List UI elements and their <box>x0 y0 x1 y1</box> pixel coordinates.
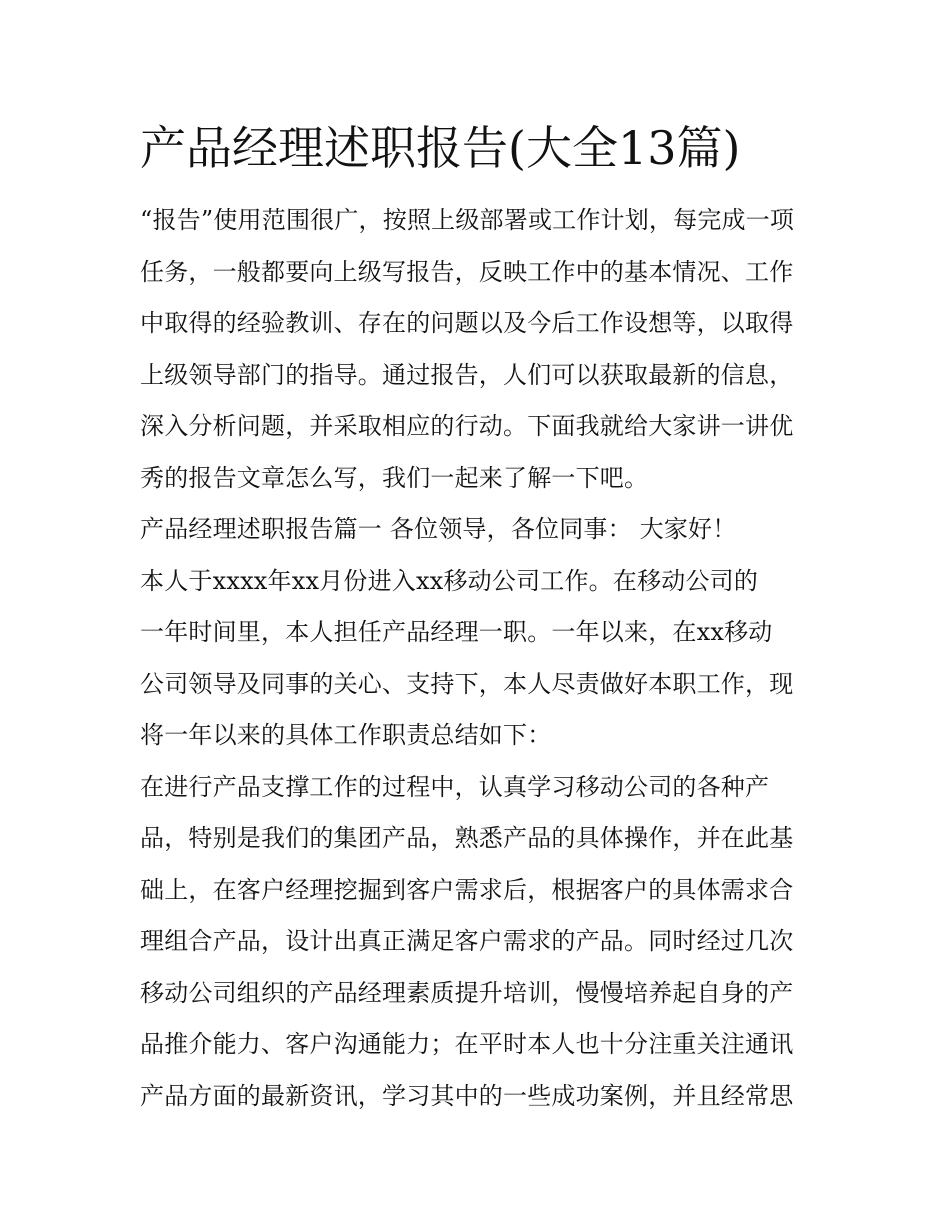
document-title: 产品经理述职报告(大全13篇) <box>140 121 741 175</box>
text-line: 品，特别是我们的集团产品，熟悉产品的具体操作，并在此基 <box>140 824 794 852</box>
text-line: 任务，一般都要向上级写报告，反映工作中的基本情况、工作 <box>140 257 794 286</box>
text-line: 上级领导部门的指导。通过报告，人们可以获取最新的信息， <box>140 360 794 389</box>
text-line: 理组合产品，设计出真正满足客户需求的产品。同时经过几次 <box>140 927 794 955</box>
text-line: 础上，在客户经理挖掘到客户需求后，根据客户的具体需求合 <box>140 875 794 904</box>
document-body <box>140 195 820 1122</box>
text-line: 中取得的经验教训、存在的问题以及今后工作设想等，以取得 <box>140 309 794 337</box>
text-line: 秀的报告文章怎么写，我们一起来了解一下吧。 <box>140 463 649 492</box>
text-line: 将一年以来的具体工作职责总结如下： <box>140 721 552 749</box>
text-line: 产品方面的最新资讯，学习其中的一些成功案例，并且经常思 <box>140 1081 794 1110</box>
text-line: 本人于xxxx年xx月份进入xx移动公司工作。在移动公司的 <box>140 566 759 595</box>
text-line: 深入分析问题，并采取相应的行动。下面我就给大家讲一讲优 <box>140 412 794 440</box>
text-line: “报告”使用范围很广，按照上级部署或工作计划，每完成一项 <box>140 206 795 234</box>
text-line: 在进行产品支撑工作的过程中，认真学习移动公司的各种产 <box>140 772 770 801</box>
text-line: 品推介能力、客户沟通能力；在平时本人也十分注重关注通讯 <box>140 1030 794 1058</box>
text-line: 移动公司组织的产品经理素质提升培训，慢慢培养起自身的产 <box>140 978 794 1007</box>
section-heading-line: 产品经理述职报告篇一 各位领导，各位同事： 大家好！ <box>140 515 737 543</box>
text-line: 公司领导及同事的关心、支持下，本人尽责做好本职工作，现 <box>140 669 794 698</box>
text-line: 一年时间里，本人担任产品经理一职。一年以来，在xx移动 <box>140 618 773 646</box>
